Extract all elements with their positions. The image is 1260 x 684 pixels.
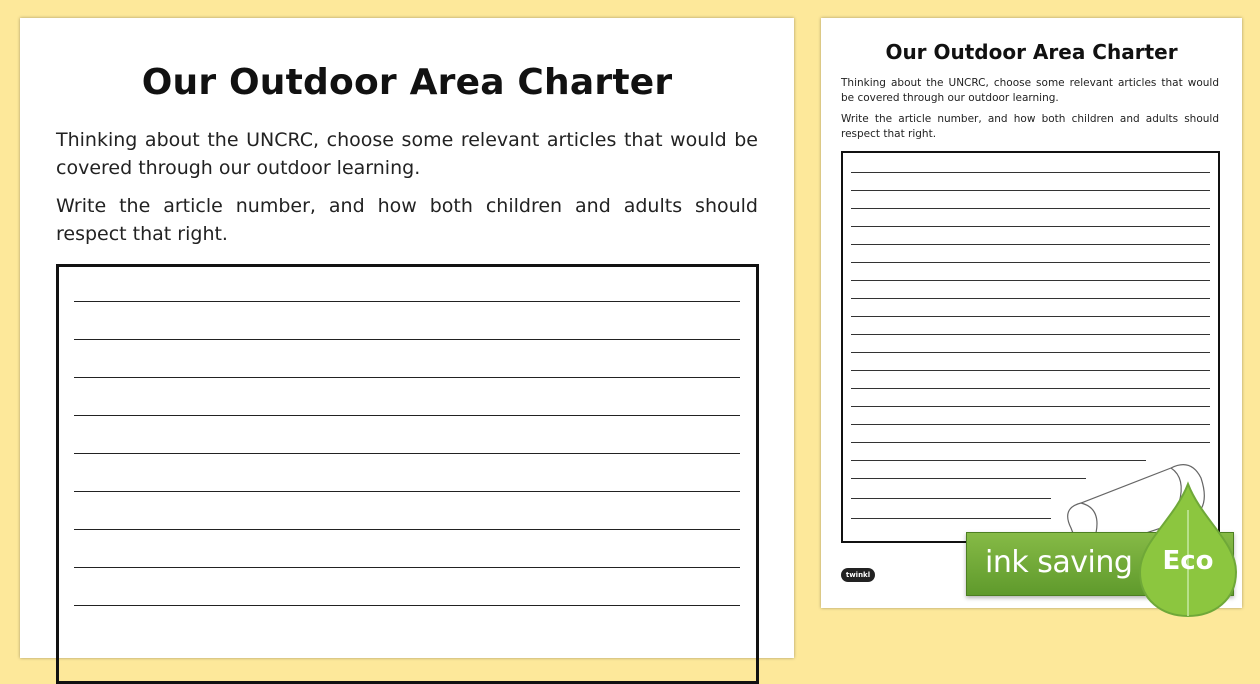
writing-line xyxy=(74,301,740,302)
preview-line xyxy=(851,280,1210,281)
preview-line xyxy=(851,518,1051,519)
preview-line xyxy=(851,388,1210,389)
ink-saving-label: ink saving xyxy=(985,545,1133,580)
preview-line xyxy=(851,424,1210,425)
eco-label: Eco xyxy=(1162,546,1214,576)
writing-line xyxy=(74,415,740,416)
writing-line xyxy=(74,567,740,568)
preview-line xyxy=(851,262,1210,263)
preview-line xyxy=(851,442,1210,443)
twinkl-logo: twinkl xyxy=(841,568,875,582)
preview-paragraph-1: Thinking about the UNCRC, choose some relevant articles that would be covered through our outdoor learning. xyxy=(841,77,1219,104)
preview-line xyxy=(851,352,1210,353)
writing-line xyxy=(74,605,740,606)
preview-line xyxy=(851,334,1210,335)
instruction-paragraph-1: Thinking about the UNCRC, choose some relevant articles that would be covered through our outdoor learning. xyxy=(56,129,758,179)
preview-line xyxy=(851,208,1210,209)
worksheet-page-large xyxy=(20,18,794,658)
preview-line xyxy=(851,316,1210,317)
writing-box[interactable] xyxy=(56,264,759,684)
preview-line xyxy=(851,298,1210,299)
preview-line xyxy=(851,244,1210,245)
preview-line xyxy=(851,190,1210,191)
writing-line xyxy=(74,529,740,530)
writing-line xyxy=(74,453,740,454)
preview-paragraph-2: Write the article number, and how both children and adults should respect that right. xyxy=(841,113,1219,140)
page-title: Our Outdoor Area Charter xyxy=(141,62,673,103)
instruction-paragraph-2: Write the article number, and how both children and adults should respect that right. xyxy=(56,195,758,245)
writing-line xyxy=(74,339,740,340)
writing-line xyxy=(74,377,740,378)
preview-line xyxy=(851,172,1210,173)
preview-line xyxy=(851,226,1210,227)
preview-line xyxy=(851,406,1210,407)
writing-line xyxy=(74,491,740,492)
preview-title: Our Outdoor Area Charter xyxy=(885,40,1178,64)
preview-line xyxy=(851,370,1210,371)
preview-line xyxy=(851,498,1051,499)
